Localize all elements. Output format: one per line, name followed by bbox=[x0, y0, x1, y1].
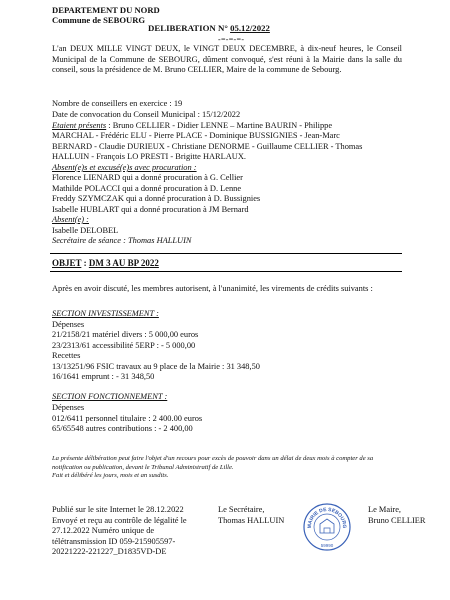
investment-line: 13/13251/96 FSIC travaux au 9 place de la Mairie : 31 348,50 bbox=[52, 362, 260, 371]
title-separator: -=-=-=- bbox=[218, 35, 245, 44]
publication-line: 27.12.2022 Numéro unique de bbox=[52, 526, 155, 536]
intro-paragraph: L'an DEUX MILLE VINGT DEUX, le VINGT DEUX DECEMBRE, à dix-neuf heures, le Conseil Municipal de la Commune de SEBOURG, dûment convoqué, s'est réuni à la Mairie dans la salle du conseil, sous la présidence de M. Bruno CELLIER, Maire de la commune de Sebourg. bbox=[52, 44, 402, 75]
department-heading: DEPARTEMENT DU NORD bbox=[52, 5, 160, 15]
commune-heading: Commune de SEBOURG bbox=[52, 15, 146, 25]
publication-block bbox=[52, 505, 212, 558]
deliberation-prefix: DELIBERATION N° bbox=[148, 23, 228, 33]
town-seal-stamp bbox=[302, 502, 352, 552]
seal-code: 59990 bbox=[320, 543, 334, 548]
present-label: Etaient présents bbox=[52, 121, 107, 130]
mayor-signature-block bbox=[368, 505, 425, 526]
publication-line: Publié sur le site Internet le 28.12.2022 bbox=[52, 505, 184, 514]
objet-value: DM 3 AU BP 2022 bbox=[88, 258, 159, 268]
decision-paragraph: Après en avoir discuté, les membres autorisent, à l'unanimité, les virements de crédits suivants : bbox=[52, 284, 373, 293]
present-line-1 bbox=[52, 121, 332, 131]
objet-colon: : bbox=[81, 258, 89, 268]
present-line-3: BERNARD - Claudie DURIEUX - Christiane DENORME - Guillaume CELLIER - Thomas bbox=[52, 142, 363, 151]
present-names-1: : Bruno CELLIER - Didier LENNE – Martine BAURIN - Philippe bbox=[106, 121, 333, 130]
operating-section-title: SECTION FONCTIONNEMENT : bbox=[52, 392, 168, 401]
proxy-line: Florence LIENARD qui a donné procuration à G. Cellier bbox=[52, 173, 243, 182]
mayor-title: Le Maire, bbox=[368, 505, 402, 514]
session-secretary: Secrétaire de séance : Thomas HALLUIN bbox=[52, 236, 192, 245]
investment-line: Recettes bbox=[52, 351, 81, 360]
svg-text:MAIRIE DE SEBOURG bbox=[307, 507, 347, 529]
present-line-4: HALLUIN - François LO PRESTI - Brigitte HARLAUX. bbox=[52, 152, 246, 161]
objet-rule-bottom bbox=[50, 271, 402, 272]
operating-line: 012/6411 personnel titulaire : 2 400.00 euros bbox=[52, 414, 203, 423]
objet-heading bbox=[52, 258, 159, 268]
publication-line: 20221222-221227_D1835VD-DE bbox=[52, 547, 167, 557]
investment-line: 23/2313/61 accessibilité 5ERP : - 5 000,00 bbox=[52, 341, 196, 350]
secretary-title: Le Secrétaire, bbox=[218, 505, 265, 514]
mayor-name: Bruno CELLIER bbox=[368, 515, 426, 525]
operating-line: Dépenses bbox=[52, 403, 85, 412]
convocation-date: Date de convocation du Conseil Municipal : 15/12/2022 bbox=[52, 110, 241, 119]
publication-line: télétransmission ID 059-215905597- bbox=[52, 536, 176, 546]
operating-line: 65/65548 autres contributions : - 2 400,00 bbox=[52, 424, 193, 433]
objet-rule-top bbox=[50, 253, 402, 254]
counsellors-count: Nombre de conseillers en exercice : 19 bbox=[52, 99, 183, 108]
deliberation-number: 05.12/2022 bbox=[230, 23, 270, 33]
publication-line: Envoyé et reçu au contrôle de légalité le bbox=[52, 515, 187, 525]
done-notice: Fait et délibéré les jours, mois et an susdits. bbox=[52, 472, 169, 480]
absent-label: Absent(e) : bbox=[52, 215, 89, 224]
seal-text: MAIRIE DE SEBOURG bbox=[306, 506, 348, 529]
investment-line: 16/1641 emprunt : - 31 348,50 bbox=[52, 372, 155, 381]
proxy-line: Freddy SZYMCZAK qui a donné procuration à D. Bussignies bbox=[52, 194, 261, 203]
secretary-signature-block bbox=[218, 505, 284, 526]
appeal-notice: La présente délibération peut faire l'objet d'un recours pour excès de pouvoir dans un délai de deux mois à compter de sa notification ou publication, devant le Tribunal Administratif de Lille. bbox=[52, 455, 374, 471]
legal-notice bbox=[52, 455, 392, 481]
present-line-2: MARCHAL - Frédéric ELU - Pierre PLACE - Dominique BUSSIGNIES - Jean-Marc bbox=[52, 131, 340, 140]
objet-label: OBJET bbox=[52, 258, 82, 268]
secretary-name: Thomas HALLUIN bbox=[218, 515, 285, 525]
excused-label: Absent(e)s et excusé(e)s avec procuration : bbox=[52, 163, 197, 172]
deliberation-title bbox=[148, 23, 270, 33]
investment-line: Dépenses bbox=[52, 320, 85, 329]
proxy-line: Isabelle HUBLART qui a donné procuration à JM Bernard bbox=[52, 205, 249, 214]
proxy-line: Mathilde POLACCI qui a donné procuration à D. Lenne bbox=[52, 184, 242, 193]
investment-line: 21/2158/21 matériel divers : 5 000,00 euros bbox=[52, 330, 199, 339]
absent-name: Isabelle DELOBEL bbox=[52, 226, 119, 235]
investment-section-title: SECTION INVESTISSEMENT : bbox=[52, 309, 159, 318]
